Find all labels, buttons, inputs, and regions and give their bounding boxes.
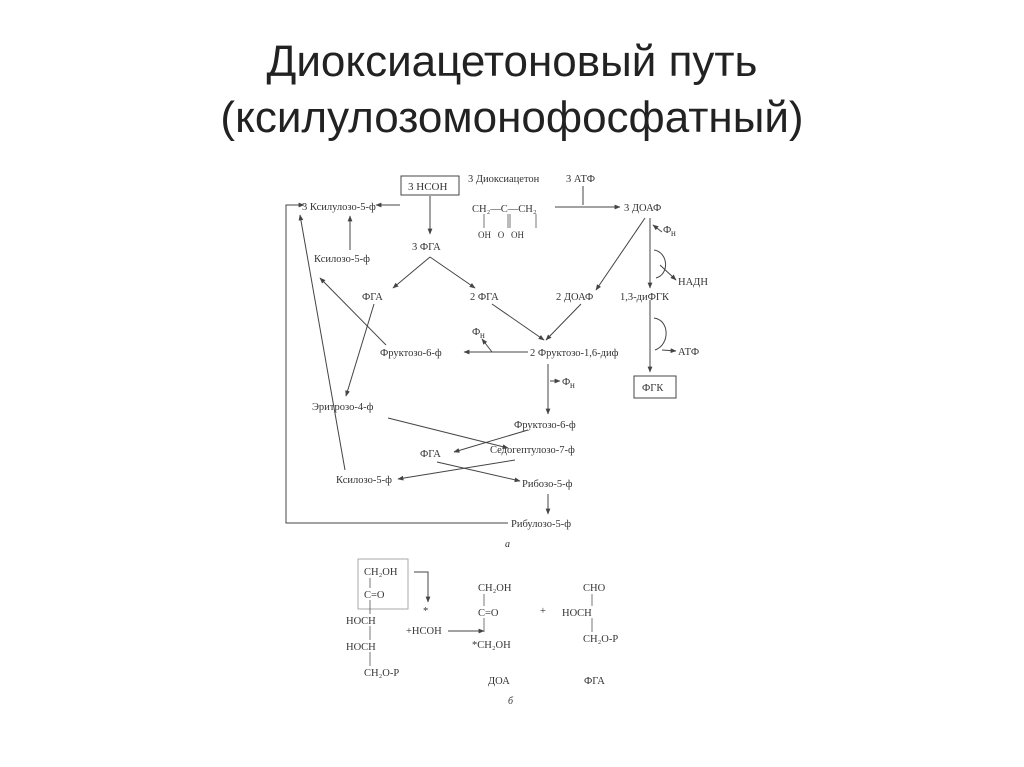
title-line-2: (ксилулозомонофосфатный) xyxy=(220,93,804,142)
sedoheptulose-label: Седогептулозо-7-ф xyxy=(490,445,575,456)
arrow-fga2-to-fbp xyxy=(492,304,544,340)
nadh-label: НАДН xyxy=(678,277,708,288)
atp-curve xyxy=(654,318,666,350)
fga-label: ФГА xyxy=(362,292,383,303)
b-plus: + xyxy=(540,606,546,617)
atp-in-label: 3 АТФ xyxy=(566,174,596,185)
fi3-sub: н xyxy=(570,380,575,390)
fga-ch2op: CH₂O-P xyxy=(583,634,619,645)
arrow-erythrose-cross xyxy=(388,418,508,448)
ribulose-label: Рибулозо-5-ф xyxy=(511,519,572,530)
dioxyacetone-label: 3 Диоксиацетон xyxy=(468,174,540,185)
fi1-sub: н xyxy=(671,228,676,238)
fi2-label: Ф xyxy=(472,327,481,338)
nadh-curve xyxy=(654,250,666,278)
fructose6p-label: Фруктозо-6-ф xyxy=(380,348,442,359)
doa-ch2oh-star: *CH₂OH xyxy=(472,640,511,651)
label-a: а xyxy=(505,539,510,550)
arrow-fi-release xyxy=(482,339,492,352)
left-hoch-1: HOCH xyxy=(346,616,376,627)
doa-ch2oh: CH₂OH xyxy=(478,583,512,594)
arrow-fga3-to-fga2 xyxy=(430,257,475,288)
arrow-nadh xyxy=(660,265,676,280)
fi1-label: Ф xyxy=(663,225,672,236)
fgk-label: ФГК xyxy=(642,383,664,394)
bpg-label: 1,3-диФГК xyxy=(620,292,669,303)
fga-hoch: HOCH xyxy=(562,608,592,619)
erythrose-label: Эритрозо-4-ф xyxy=(312,402,374,413)
arrow-atp-out xyxy=(662,350,676,351)
arrow-f6p-to-xylose xyxy=(320,278,386,345)
left-co: C=O xyxy=(364,590,385,601)
diagram-a-labels xyxy=(302,174,708,550)
fga2-label: 2 ФГА xyxy=(470,292,499,303)
doaf2-label: 2 ДОАФ xyxy=(556,292,594,303)
xylose-left-label: Ксилозо-5-ф xyxy=(314,254,370,265)
ribose-label: Рибозо-5-ф xyxy=(522,479,573,490)
arrow-fga-to-ribose xyxy=(437,462,520,481)
ch2-bonds xyxy=(484,214,536,228)
left-hoch-2: HOCH xyxy=(346,642,376,653)
atp-out-label: АТФ xyxy=(678,347,700,358)
diagram-b xyxy=(346,559,618,707)
label-b: б xyxy=(508,696,514,707)
arrow-fga3-to-fga xyxy=(393,257,430,288)
doa-co: C=O xyxy=(478,608,499,619)
fructose6p2-label: Фруктозо-6-ф xyxy=(514,420,576,431)
fga-b-label: ФГА xyxy=(420,449,441,460)
fi2-sub: н xyxy=(480,330,485,340)
doaf3-label: 3 ДОАФ xyxy=(624,203,662,214)
doa-label: ДОА xyxy=(488,676,510,687)
fi3-label: Ф xyxy=(562,377,571,388)
xylulose-top-label: 3 Ксилулозо-5-ф xyxy=(302,202,376,213)
left-ch2op: CH₂O-P xyxy=(364,668,400,679)
arrow-fi-into xyxy=(653,225,662,232)
ch2-c-ch2: CH₂—C—CH₂ xyxy=(472,204,537,215)
arrow-doaf2-to-fbp xyxy=(546,304,581,340)
xylose-bottom-label: Ксилозо-5-ф xyxy=(336,475,392,486)
fructose16-label: 2 Фруктозо-1,6-диф xyxy=(530,348,619,359)
left-ch2oh: CH₂OH xyxy=(364,567,398,578)
fga-b-label: ФГА xyxy=(584,676,605,687)
fga3-label: 3 ФГА xyxy=(412,242,441,253)
b-star: * xyxy=(423,606,429,617)
title-line-1: Диоксиацетоновый путь xyxy=(266,37,758,86)
oh-o-oh: OH O OH xyxy=(478,230,524,240)
arrow-b-down xyxy=(414,572,428,602)
plus-hcoh: +HCOH xyxy=(406,626,442,637)
arrow-doaf-to-doaf2 xyxy=(596,218,645,290)
arrow-fga-to-erythrose xyxy=(346,304,374,396)
arrow-ribulose-return xyxy=(286,205,508,523)
hcoh-label: 3 НСОН xyxy=(408,181,448,193)
fga-cho: CHO xyxy=(583,583,606,594)
